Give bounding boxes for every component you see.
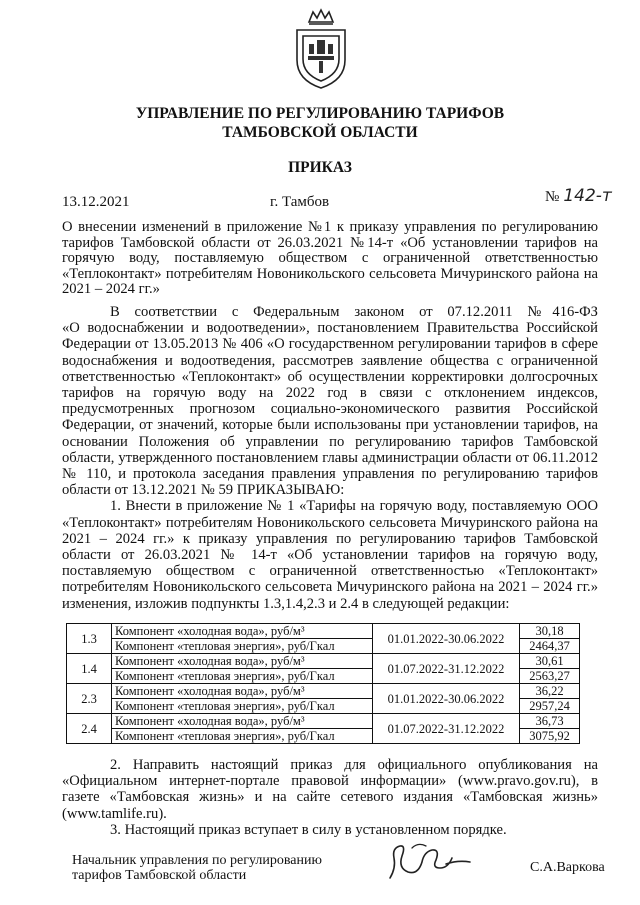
item1-line: области от 26.03.2021 № 14-т «Об установлении тарифов на горячую воду, xyxy=(62,547,598,564)
handwritten-signature-icon xyxy=(382,838,474,882)
tariff-period: 01.07.2022-31.12.2022 xyxy=(373,654,520,684)
subitem-number: 1.3 xyxy=(67,624,112,654)
document-body xyxy=(62,304,598,612)
signatory-name: С.А.Варкова xyxy=(530,860,605,875)
item1-line: «Теплоконтакт» потребителям Новоникольского сельсовета Мичуринского района на xyxy=(62,514,598,531)
org-line-1: УПРАВЛЕНИЕ ПО РЕГУЛИРОВАНИЮ ТАРИФОВ xyxy=(135,105,505,122)
preamble-line: Федерации, от значений, которые были использованы при установлении тарифов, на xyxy=(62,417,598,434)
item1-line: потребителям Новоникольского сельсовета Мичуринского района на 2021 – 2024 гг.» xyxy=(62,579,598,596)
preamble-line: области, утвержденного постановлением главы администрации области от 06.11.2012 xyxy=(62,449,598,466)
component-cold: Компонент «холодная вода», руб/м³ xyxy=(112,684,373,699)
preamble-line: «О водоснабжении и водоотведении», постановлением Правительства Российской xyxy=(62,320,598,337)
preamble-line: № 110, и протокола заседания правления управления по регулированию тарифов xyxy=(62,466,598,483)
tariff-value: 30,61 xyxy=(520,654,580,669)
tariff-value: 30,18 xyxy=(520,624,580,639)
preamble-line: основании Положения об управлении по регулированию тарифов Тамбовской xyxy=(62,433,598,450)
subitem-number: 2.3 xyxy=(67,684,112,714)
org-line-2: ТАМБОВСКОЙ ОБЛАСТИ xyxy=(222,124,418,141)
item1-line: 1. Внести в приложение № 1 «Тарифы на горячую воду, поставляемую ООО xyxy=(110,498,598,515)
preamble-line: ответственностью «Теплоконтакт» об осуществлении корректировки долгосрочных xyxy=(62,368,598,385)
component-heat: Компонент «тепловая энергия», руб/Гкал xyxy=(112,639,373,654)
preamble-line: водоснабжения и водоотведения, рассмотрев заявление общества с ограниченной xyxy=(62,352,598,369)
tariff-table xyxy=(66,623,580,744)
table-row xyxy=(67,684,580,699)
item2-line: 2. Направить настоящий приказ для официального опубликования на xyxy=(110,757,598,773)
number-label: № xyxy=(545,189,560,205)
component-cold: Компонент «холодная вода», руб/м³ xyxy=(112,624,373,639)
item1-line: 2021 – 2024 гг.» к приказу управления по регулированию тарифов Тамбовской xyxy=(62,530,598,547)
item2-line: газете «Тамбовская жизнь» и на сайте сетевого издания «Тамбовская жизнь» xyxy=(62,789,598,806)
document-tail xyxy=(62,757,598,838)
document-number xyxy=(545,186,612,206)
document-date: 13.12.2021 xyxy=(62,194,130,210)
preamble-line: тарифов на горячую воду на 2022 год в связи с отклонением индексов, xyxy=(62,385,598,402)
tariff-period: 01.01.2022-30.06.2022 xyxy=(373,684,520,714)
document-type: ПРИКАЗ xyxy=(288,159,352,176)
preamble-line: предусмотренных прогнозом социально-экономического развития Российской xyxy=(62,401,598,418)
tambov-coat-of-arms-icon xyxy=(291,8,351,90)
signatory-position xyxy=(72,853,322,883)
preamble-line: Федерации от 13.05.2013 № 406 «О государственном регулировании тарифов в сфере xyxy=(62,336,598,353)
subitem-number: 1.4 xyxy=(67,654,112,684)
tariff-period: 01.07.2022-31.12.2022 xyxy=(373,714,520,744)
subitem-number: 2.4 xyxy=(67,714,112,744)
document-subject: О внесении изменений в приложение №1 к приказу управления по регулированию тарифов Тамбовской области от 26.03.2021 №14-т «Об установлении тарифов на горячую воду, поставляемую обществом с ограниченной ответственностью «Теплоконтакт» потребителям Новоникольского сельсовета Мичуринского района на 2021 – 2024 гг.» xyxy=(62,219,598,297)
number-value: 142-т xyxy=(563,186,612,206)
item2-line: (www.tamlife.ru). xyxy=(62,805,167,822)
component-heat: Компонент «тепловая энергия», руб/Гкал xyxy=(112,699,373,714)
table-row xyxy=(67,714,580,729)
tariff-value: 36,73 xyxy=(520,714,580,729)
tariff-value: 3075,92 xyxy=(520,729,580,744)
item1-line: поставляемую обществом с ограниченной ответственностью «Теплоконтакт» xyxy=(62,563,598,580)
component-heat: Компонент «тепловая энергия», руб/Гкал xyxy=(112,729,373,744)
tariff-value: 2563,27 xyxy=(520,669,580,684)
preamble-line: В соответствии с Федеральным законом от 07.12.2011 №416-ФЗ xyxy=(110,304,598,320)
component-cold: Компонент «холодная вода», руб/м³ xyxy=(112,714,373,729)
position-line-2: тарифов Тамбовской области xyxy=(72,868,247,883)
tariff-value: 2464,37 xyxy=(520,639,580,654)
tariff-value: 36,22 xyxy=(520,684,580,699)
tariff-period: 01.01.2022-30.06.2022 xyxy=(373,624,520,654)
position-line-1: Начальник управления по регулированию xyxy=(72,853,322,868)
table-row xyxy=(67,624,580,639)
component-cold: Компонент «холодная вода», руб/м³ xyxy=(112,654,373,669)
organization-name xyxy=(0,104,640,142)
item1-line: изменения, изложив подпункты 1.3,1.4,2.3 и 2.4 в следующей редакции: xyxy=(62,595,510,612)
tariff-value: 2957,24 xyxy=(520,699,580,714)
component-heat: Компонент «тепловая энергия», руб/Гкал xyxy=(112,669,373,684)
item3-line: 3. Настоящий приказ вступает в силу в установленном порядке. xyxy=(110,821,507,838)
document-city: г. Тамбов xyxy=(270,194,330,210)
table-row xyxy=(67,654,580,669)
preamble-line: области от 13.12.2021 № 59 ПРИКАЗЫВАЮ: xyxy=(62,482,345,499)
item2-line: «Официальном интернет-портале правовой информации» (www.pravo.gov.ru), в xyxy=(62,773,598,790)
